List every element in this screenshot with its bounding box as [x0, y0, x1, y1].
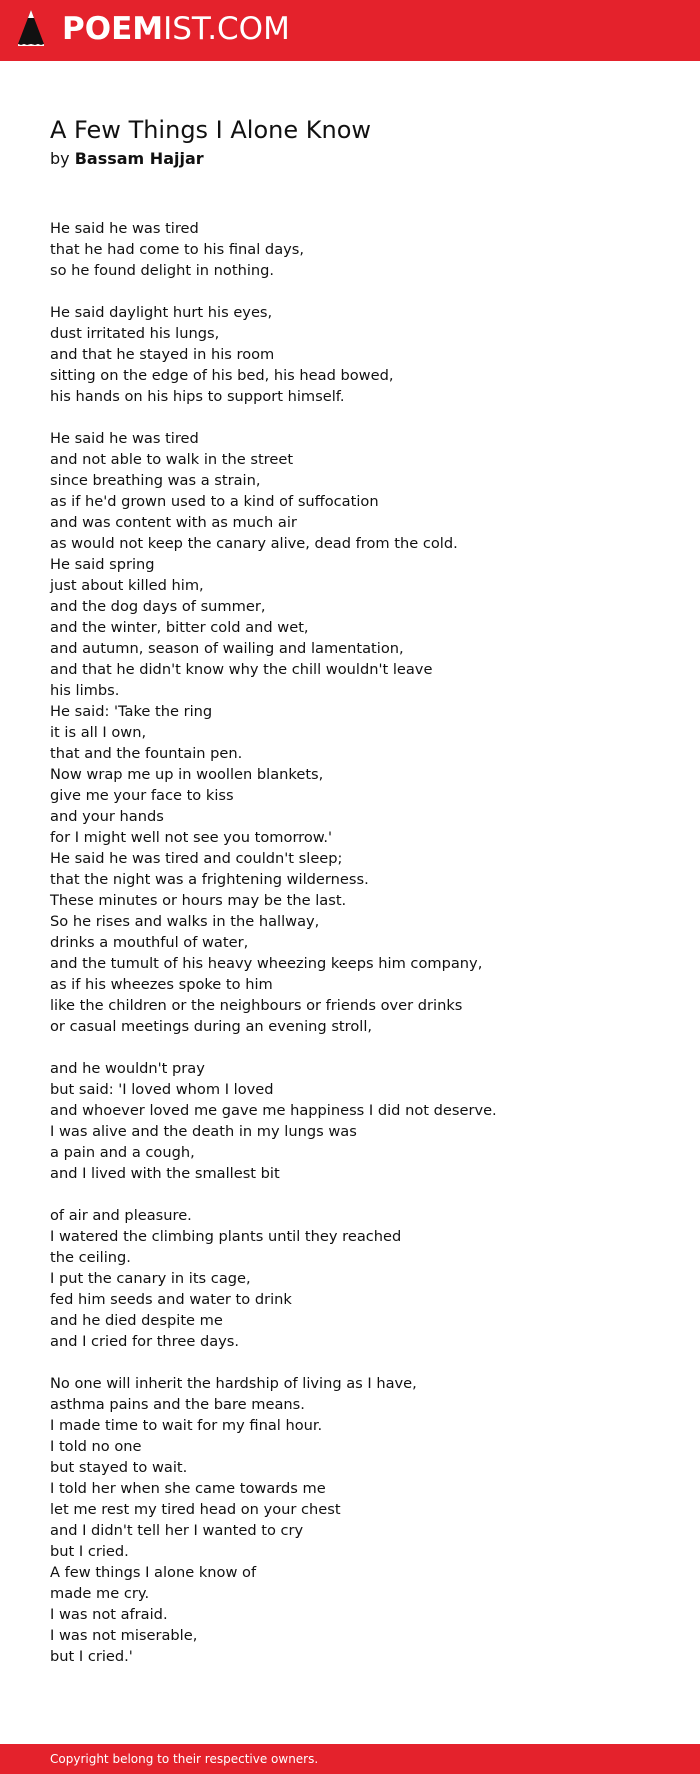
poem-line: and he wouldn't pray	[50, 1060, 205, 1077]
poem-title: A Few Things I Alone Know	[50, 116, 372, 144]
poem-line: I made time to wait for my final hour.	[50, 1417, 323, 1434]
poem-line: He said: 'Take the ring	[50, 703, 213, 720]
stanza-break	[50, 281, 650, 302]
poem-body	[50, 218, 650, 1667]
poem-line: a pain and a cough,	[50, 1144, 195, 1161]
stanza-break	[50, 407, 650, 428]
poem-line: his limbs.	[50, 682, 120, 699]
poem-line: for I might well not see you tomorrow.'	[50, 829, 333, 846]
poem-line: of air and pleasure.	[50, 1207, 192, 1224]
poem-line: and your hands	[50, 808, 164, 825]
poem-line: He said daylight hurt his eyes,	[50, 304, 273, 321]
poem-line: made me cry.	[50, 1585, 150, 1602]
poem-line: as if his wheezes spoke to him	[50, 976, 273, 993]
stanza-break	[50, 1184, 650, 1205]
poem-line: and I lived with the smallest bit	[50, 1165, 280, 1182]
pencil-tip-icon[interactable]	[18, 10, 44, 51]
poem-line: and I cried for three days.	[50, 1333, 240, 1350]
poem-line: and that he stayed in his room	[50, 346, 275, 363]
poem-line: drinks a mouthful of water,	[50, 934, 249, 951]
poem-line: and the dog days of summer,	[50, 598, 266, 615]
poem-line: since breathing was a strain,	[50, 472, 261, 489]
poem-line: No one will inherit the hardship of living as I have,	[50, 1375, 417, 1392]
poem-line: I put the canary in its cage,	[50, 1270, 251, 1287]
site-header	[0, 0, 700, 61]
poem-line: A few things I alone know of	[50, 1564, 257, 1581]
logo-bold-text: POEM	[62, 11, 164, 47]
poem-line: So he rises and walks in the hallway,	[50, 913, 320, 930]
poem-author: Bassam Hajjar	[74, 149, 204, 168]
poem-line: like the children or the neighbours or friends over drinks	[50, 997, 463, 1014]
poem-line: it is all I own,	[50, 724, 147, 741]
poem-line: let me rest my tired head on your chest	[50, 1501, 341, 1518]
poem-line: and that he didn't know why the chill wouldn't leave	[50, 661, 433, 678]
logo-light-text: IST.COM	[163, 11, 290, 47]
site-footer	[0, 1744, 700, 1774]
by-label: by	[50, 149, 70, 168]
stanza-break	[50, 1352, 650, 1373]
poem-byline	[50, 148, 204, 170]
poem-line: but said: 'I loved whom I loved	[50, 1081, 274, 1098]
poem-line: as would not keep the canary alive, dead from the cold.	[50, 535, 458, 552]
poem-line: but I cried.	[50, 1543, 129, 1560]
poem-line: sitting on the edge of his bed, his head bowed,	[50, 367, 394, 384]
poem-line: He said spring	[50, 556, 155, 573]
poem-line: and autumn, season of wailing and lamentation,	[50, 640, 404, 657]
poem-line: the ceiling.	[50, 1249, 131, 1266]
poem-line: or casual meetings during an evening stroll,	[50, 1018, 373, 1035]
poem-line: I was not afraid.	[50, 1606, 168, 1623]
poem-line: but I cried.'	[50, 1648, 133, 1665]
poem-line: asthma pains and the bare means.	[50, 1396, 305, 1413]
poem-line: He said he was tired	[50, 430, 199, 447]
poem-line: and not able to walk in the street	[50, 451, 294, 468]
poem-line: and was content with as much air	[50, 514, 297, 531]
poem-line: I told no one	[50, 1438, 142, 1455]
poem-line: as if he'd grown used to a kind of suffocation	[50, 493, 379, 510]
poem-line: Now wrap me up in woollen blankets,	[50, 766, 324, 783]
poem-line: just about killed him,	[50, 577, 204, 594]
poem-line: I told her when she came towards me	[50, 1480, 326, 1497]
poem-line: He said he was tired and couldn't sleep;	[50, 850, 343, 867]
poem-line: and whoever loved me gave me happiness I did not deserve.	[50, 1102, 497, 1119]
footer-copyright: Copyright belong to their respective owners.	[50, 1752, 319, 1766]
poem-line: fed him seeds and water to drink	[50, 1291, 292, 1308]
poem-line: I was not miserable,	[50, 1627, 198, 1644]
poem-line: but stayed to wait.	[50, 1459, 188, 1476]
poem-line: I was alive and the death in my lungs was	[50, 1123, 357, 1140]
poem-line: dust irritated his lungs,	[50, 325, 220, 342]
poem-line: and he died despite me	[50, 1312, 223, 1329]
poem-line: that and the fountain pen.	[50, 745, 243, 762]
poem-line: that he had come to his final days,	[50, 241, 305, 258]
poem-line: These minutes or hours may be the last.	[50, 892, 347, 909]
poem-line: He said he was tired	[50, 220, 199, 237]
site-logo[interactable]	[62, 11, 290, 47]
poem-line: that the night was a frightening wilderness.	[50, 871, 369, 888]
poem-line: and I didn't tell her I wanted to cry	[50, 1522, 304, 1539]
poem-line: so he found delight in nothing.	[50, 262, 275, 279]
stanza-break	[50, 1037, 650, 1058]
poem-line: I watered the climbing plants until they reached	[50, 1228, 402, 1245]
poem-line: his hands on his hips to support himself.	[50, 388, 345, 405]
poem-line: and the tumult of his heavy wheezing keeps him company,	[50, 955, 483, 972]
poem-line: and the winter, bitter cold and wet,	[50, 619, 309, 636]
poem-line: give me your face to kiss	[50, 787, 234, 804]
